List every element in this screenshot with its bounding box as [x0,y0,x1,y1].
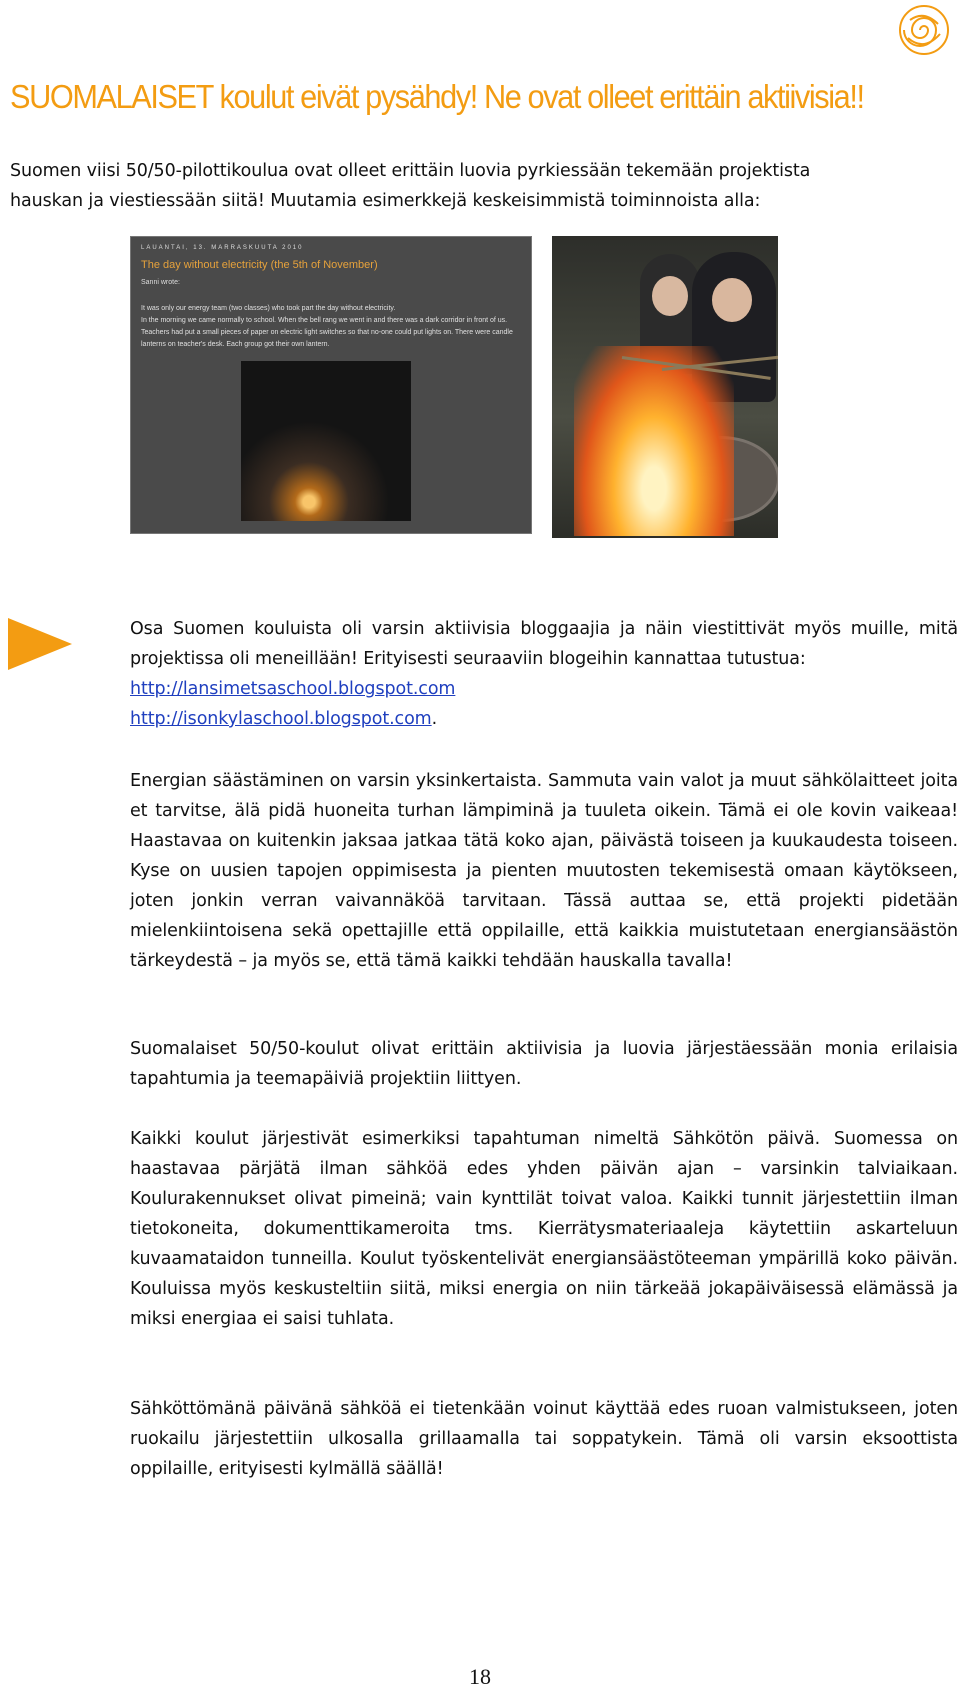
arrow-bullet-icon [8,618,72,670]
blog-post-title: The day without electricity (the 5th of November) [141,259,378,271]
campfire-photo [552,236,778,538]
intro-line-1: Suomen viisi 50/50-pilottikoulua ovat olleet erittäin luovia pyrkiessään tekemään projektista [10,161,811,181]
link-suffix: . [431,709,438,729]
food-paragraph: Sähköttömänä päivänä sähköä ei tietenkään voinut käyttää edes ruoan valmistukseen, joten ruokailu järjestettiin ulkosalla grillaamalla tai soppatykein. Tämä oli varsin eksoottista oppilaille, erityisesti kylmällä säällä! [130,1399,958,1479]
candle-lantern-photo [241,361,411,521]
page-title: SUOMALAISET koulut eivät pysähdy! Ne ovat olleet erittäin aktiivisia!! [10,78,864,115]
blog-screenshot-image [130,236,532,534]
page-number: 18 [469,1664,491,1689]
spiral-logo-icon [896,2,952,58]
blogs-paragraph [130,614,958,734]
intro-paragraph [10,156,950,216]
blog-link-isonkyla[interactable]: http://isonkylaschool.blogspot.com [130,709,432,729]
child-face [712,278,752,322]
blog-body [141,303,521,351]
intro-line-2: hauskan ja viestiessään siitä! Muutamia esimerkkejä keskeisimmistä toiminnoista alla: [10,191,761,211]
events-paragraph: Suomalaiset 50/50-koulut olivat erittäin aktiivisia ja luovia järjestäessään monia erilaisia tapahtumia ja teemapäiviä projektiin liittyen. [130,1039,958,1089]
blogs-paragraph-text: Osa Suomen kouluista oli varsin aktiivisia bloggaajia ja näin viestittivät myös muille, mitä projektissa oli meneillään! Erityisesti seuraaviin blogeihin kannattaa tutustua: [130,619,958,669]
blog-author: Sanni wrote: [141,279,180,286]
blog-link-lansimetsa[interactable]: http://lansimetsaschool.blogspot.com [130,679,456,699]
blog-body-line-1: It was only our energy team (two classes) who took part the day without electricity. [141,305,396,312]
blog-date: LAUANTAI, 13. MARRASKUUTA 2010 [141,245,304,251]
no-electricity-day-paragraph: Kaikki koulut järjestivät esimerkiksi tapahtuman nimeltä Sähkötön päivä. Suomessa on haastavaa pärjätä ilman sähköä edes yhden päivän ajan – varsinkin talviaikaan. Koulurakennukset olivat pimeinä; vain kynttilät toivat valoa. Kaikki tunnit järjestettiin ilman tietokoneita, dokumenttikameroita tms. Kierrätysmateriaaleja käytettiin askarteluun kuvaamataidon tunneilla. Koulut työskentelivät energiansäästöteeman ympärillä koko päivän. Kouluissa myös keskusteltiin siitä, miksi energia on niin tärkeää jokapäiväisessä elämässä ja miksi energiaa ei saisi tuhlata. [130,1129,958,1329]
child-face [652,276,688,316]
blog-body-line-2: In the morning we came normally to school. When the bell rang we went in and there was a dark corridor in front of us. Teachers had put a small pieces of paper on electric light switches so that no-one could put lights on. There were candle lanterns on teacher's desk. Each group got their own lantern. [141,317,513,348]
energy-paragraph: Energian säästäminen on varsin yksinkertaista. Sammuta vain valot ja muut sähkölaitteet joita et tarvitse, älä pidä huoneita turhan lämpiminä ja tuuleta oikein. Tämä ei ole kovin vaikeaa! Haastavaa on kuitenkin jaksaa jatkaa tätä koko ajan, päivästä toiseen ja kuukaudesta toiseen. Kyse on uusien tapojen oppimisesta ja pienten muutosten tekemisestä omaan käytökseen, joten jonkin verran vaivannäköä tarvitaan. Tässä auttaa se, että projekti pidetään mielenkiintoisena sekä opettajille että oppilaille, että kaikkia muistutetaan energiansäästön tärkeydestä – ja myös se, että tämä kaikki tehdään hauskalla tavalla! [130,771,958,971]
fire-flames [574,346,734,536]
